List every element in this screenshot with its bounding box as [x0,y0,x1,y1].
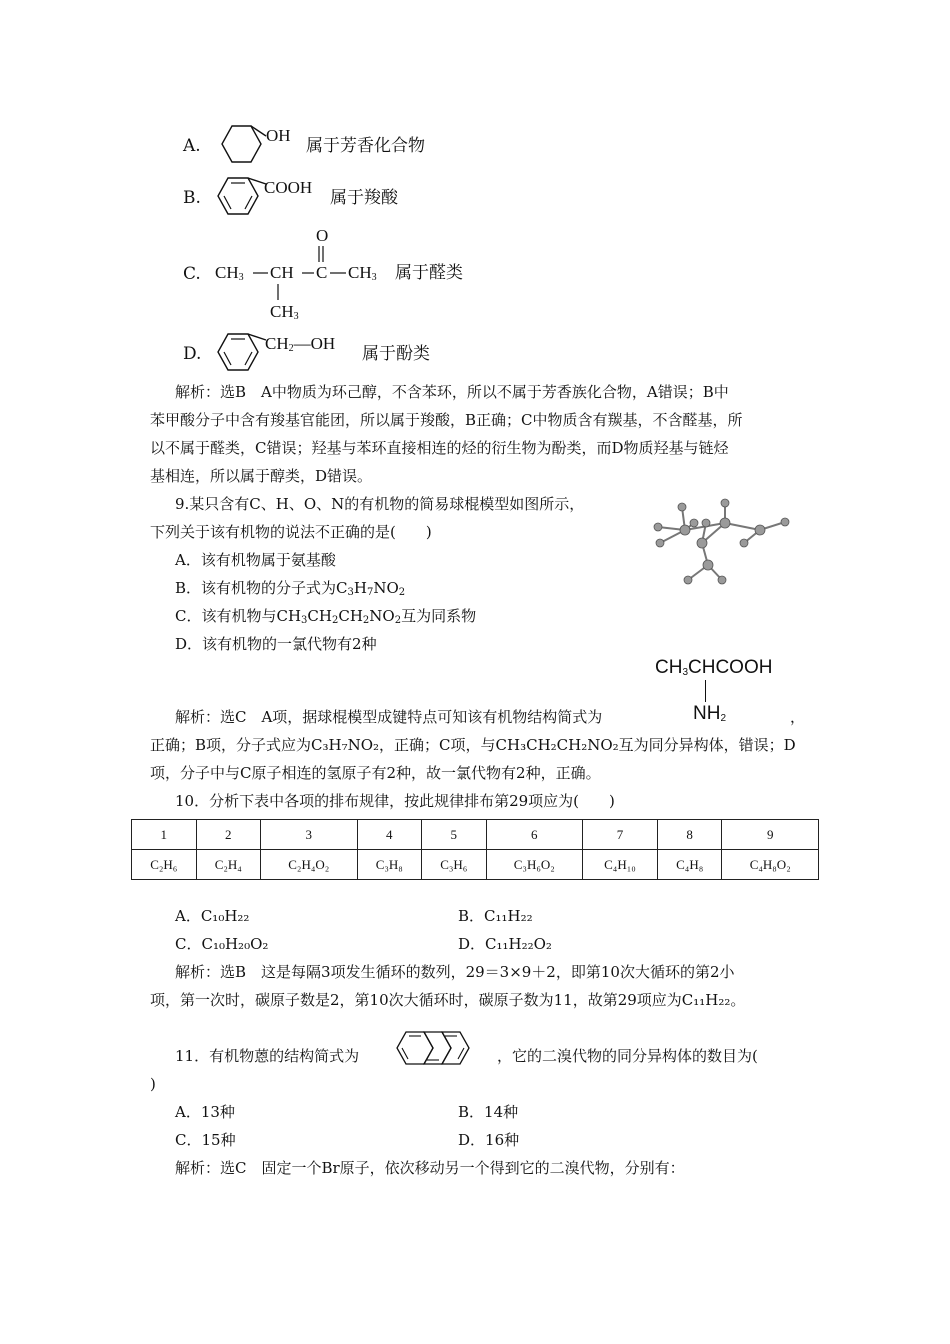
table-cell: 4 [357,820,422,850]
analysis-line: 以不属于醛类，C错误；羟基与苯环直接相连的烃的衍生物为酚类，而D物质羟基与链烃 [150,439,729,457]
methylene-hydroxyl: $CH_2—OH$ [265,334,336,354]
benzene-ring-icon [208,328,270,376]
option-text: 属于芳香化合物 [306,136,425,156]
benzene-ring-icon [208,172,270,220]
table-cell: C₃H₆ [422,850,487,880]
table-cell: 9 [722,820,819,850]
hydroxyl-group: OH [266,126,291,145]
option-c: C．该有机物与$CH_3CH_2CH_2NO_2$互为同系物 [175,607,477,626]
option-text: 属于羧酸 [330,188,398,208]
option-label: A. [183,136,201,156]
option-label: C. [183,264,201,284]
table-cell: C₄H₈ [657,850,722,880]
sequence-table [131,819,819,880]
table-cell: 8 [657,820,722,850]
option-label: D. [183,344,202,364]
question-stem: 11．有机物蒽的结构简式为 [175,1047,360,1065]
analysis-line: 项，第一次时，碳原子数是2，第10次大循环时，碳原子数为11，故第29项应为C₁₁H₂₂。 [150,991,746,1009]
option-a: A．13种 [175,1103,235,1121]
table-cell: 6 [486,820,582,850]
analysis-line: 正确；B项，分子式应为C₃H₇NO₂，正确；C项，与CH₃CH₂CH₂NO₂互为同分异构体，错误；D [150,736,796,754]
analysis-line: 项，分子中与C原子相连的氢原子有2种，故一氯代物有2种，正确。 [150,764,601,782]
analysis-line: 解析：选C A项，据球棍模型成键特点可知该有机物结构简式为 [175,708,603,726]
table-cell: 5 [422,820,487,850]
analysis-line: 苯甲酸分子中含有羧基官能团，所以属于羧酸，B正确；C中物质含有羰基，不含醛基，所 [150,411,743,429]
option-a: A．该有机物属于氨基酸 [175,551,336,569]
option-text: 属于醛类 [395,263,463,283]
anthracene-structure-icon [388,1026,496,1078]
methyl-left: $CH_3$ [215,263,244,283]
table-cell: C₂H₆ [132,850,197,880]
analysis-punct: ， [790,708,806,726]
cyclohexane-ring-icon [210,122,272,168]
table-cell: C₂H₄ [196,850,261,880]
option-label: B. [183,188,201,208]
table-header-row [132,820,819,850]
ball-stick-model-icon [640,495,790,600]
option-b: B．C₁₁H₂₂ [458,907,533,925]
carbonyl-carbon: C [316,263,328,282]
option-text: 属于酚类 [362,344,430,364]
option-b: B．14种 [458,1103,519,1121]
option-b: B．该有机物的分子式为$C_3H_7NO_2$ [175,579,406,598]
structure-amino: $NH_2$ [693,703,727,724]
table-cell: 2 [196,820,261,850]
table-cell: 3 [261,820,357,850]
methine: CH [270,263,294,282]
carboxyl-group: COOH [264,178,313,197]
option-c: C．15种 [175,1131,236,1149]
option-a: A．C₁₀H₂₂ [175,907,250,925]
option-d: D．16种 [458,1131,520,1149]
option-d: D．该有机物的一氯代物有2种 [175,635,377,653]
question-stem: 10．分析下表中各项的排布规律，按此规律排布第29项应为( ) [175,792,615,810]
structure-top: $CH_3CHCOOH$ [655,657,773,678]
table-cell: C₄H₁₀ [583,850,658,880]
analysis-line: 解析：选B 这是每隔3项发生循环的数列，29＝3×9＋2，即第10次大循环的第2小 [175,963,735,981]
question-stem: ) [150,1075,156,1093]
oxygen-atom: O [316,226,329,245]
question-stem: 9.某只含有C、H、O、N的有机物的简易球棍模型如图所示， [175,495,585,513]
table-cell: C₄H₈O₂ [722,850,819,880]
analysis-line: 基相连，所以属于醇类，D错误。 [150,467,373,485]
analysis-line: 解析：选B A中物质为环己醇，不含苯环，所以不属于芳香族化合物，A错误；B中 [175,383,729,401]
option-c: C．C₁₀H₂₀O₂ [175,935,269,953]
question-stem: ，它的二溴代物的同分异构体的数目为( [497,1047,758,1065]
option-d: D．C₁₁H₂₂O₂ [458,935,552,953]
table-cell: C₃H₆O₂ [486,850,582,880]
table-row [132,850,819,880]
question-stem: 下列关于该有机物的说法不正确的是( ) [150,523,432,541]
methyl-bottom: $CH_3$ [270,302,299,322]
bond-line [705,680,706,702]
table-cell: 7 [583,820,658,850]
table-cell: C₃H₈ [357,850,422,880]
methyl-right: $CH_3$ [348,263,377,283]
table-cell: 1 [132,820,197,850]
analysis-line: 解析：选C 固定一个Br原子，依次移动另一个得到它的二溴代物，分别有： [175,1159,685,1177]
table-cell: C₂H₄O₂ [261,850,357,880]
